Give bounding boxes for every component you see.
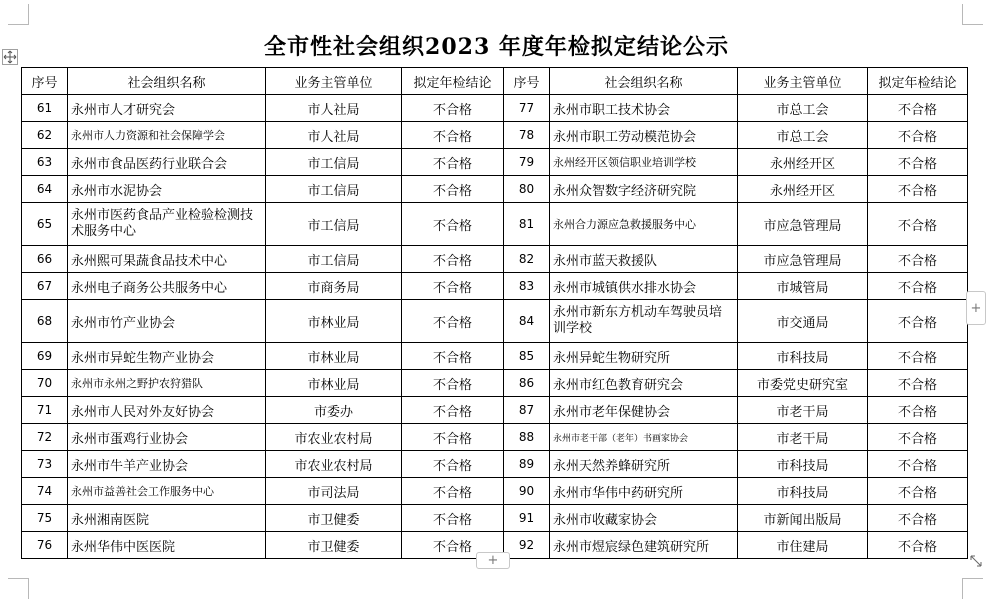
cell-no[interactable]: 66 (22, 246, 68, 273)
cell-name[interactable]: 永州市蛋鸡行业协会 (68, 424, 266, 451)
cell-no[interactable]: 91 (504, 505, 550, 532)
table-row (22, 122, 968, 149)
table-row (22, 95, 968, 122)
table-header-row (22, 68, 968, 95)
cell-name[interactable]: 永州市食品医药行业联合会 (68, 149, 266, 176)
cell-name[interactable]: 永州湘南医院 (68, 505, 266, 532)
cell-no[interactable]: 74 (22, 478, 68, 505)
cell-result[interactable]: 不合格 (402, 176, 504, 203)
cell-unit[interactable]: 市司法局 (266, 478, 402, 505)
cell-no[interactable]: 83 (504, 273, 550, 300)
cell-result[interactable]: 不合格 (868, 176, 968, 203)
cell-unit[interactable]: 市住建局 (738, 532, 868, 559)
cell-unit[interactable]: 市林业局 (266, 343, 402, 370)
results-table (21, 67, 968, 559)
cell-unit[interactable]: 市委党史研究室 (738, 370, 868, 397)
cell-unit[interactable]: 永州经开区 (738, 176, 868, 203)
cell-no[interactable]: 80 (504, 176, 550, 203)
cell-unit[interactable]: 市工信局 (266, 149, 402, 176)
cell-result[interactable]: 不合格 (868, 397, 968, 424)
cell-no[interactable]: 70 (22, 370, 68, 397)
cell-no[interactable]: 79 (504, 149, 550, 176)
table-row (22, 203, 968, 246)
cell-name[interactable]: 永州市老干部（老年）书画家协会 (550, 424, 738, 451)
header-no: 序号 (504, 68, 550, 95)
cell-no[interactable]: 71 (22, 397, 68, 424)
cell-unit[interactable]: 市应急管理局 (738, 203, 868, 246)
table-row (22, 451, 968, 478)
header-unit: 业务主管单位 (738, 68, 868, 95)
cell-result[interactable]: 不合格 (402, 300, 504, 343)
document-title: 全市性社会组织2023 年度年检拟定结论公示 (264, 34, 729, 60)
cell-name[interactable]: 永州市人民对外友好协会 (68, 397, 266, 424)
cell-name[interactable]: 永州电子商务公共服务中心 (68, 273, 266, 300)
cell-no[interactable]: 67 (22, 273, 68, 300)
add-column-button[interactable] (966, 291, 986, 325)
table-row (22, 273, 968, 300)
cell-result[interactable]: 不合格 (402, 478, 504, 505)
table-resize-handle[interactable] (968, 553, 984, 569)
table-row (22, 505, 968, 532)
cell-name[interactable]: 永州市城镇供水排水协会 (550, 273, 738, 300)
cell-result[interactable]: 不合格 (868, 532, 968, 559)
cell-no[interactable]: 89 (504, 451, 550, 478)
cell-result[interactable]: 不合格 (402, 149, 504, 176)
add-row-button[interactable] (476, 552, 510, 569)
cell-no[interactable]: 75 (22, 505, 68, 532)
cell-unit[interactable]: 市城管局 (738, 273, 868, 300)
cell-result[interactable]: 不合格 (868, 300, 968, 343)
cell-unit[interactable]: 市委办 (266, 397, 402, 424)
cell-unit[interactable]: 永州经开区 (738, 149, 868, 176)
cell-result[interactable]: 不合格 (868, 343, 968, 370)
cell-no[interactable]: 82 (504, 246, 550, 273)
cell-result[interactable]: 不合格 (868, 505, 968, 532)
cell-name[interactable]: 永州市收藏家协会 (550, 505, 738, 532)
cell-unit[interactable]: 市卫健委 (266, 532, 402, 559)
cell-no[interactable]: 84 (504, 300, 550, 343)
cell-no[interactable]: 81 (504, 203, 550, 246)
table-row (22, 300, 968, 343)
page-corner-bottom-left (8, 578, 29, 599)
cell-result[interactable]: 不合格 (868, 246, 968, 273)
cell-name[interactable]: 永州市竹产业协会 (68, 300, 266, 343)
cell-name[interactable]: 永州合力源应急救援服务中心 (550, 203, 738, 246)
cell-result[interactable]: 不合格 (868, 273, 968, 300)
table-row (22, 246, 968, 273)
cell-unit[interactable]: 市新闻出版局 (738, 505, 868, 532)
cell-result[interactable]: 不合格 (402, 505, 504, 532)
cell-no[interactable]: 92 (504, 532, 550, 559)
cell-no[interactable]: 68 (22, 300, 68, 343)
cell-name[interactable]: 永州市人力资源和社会保障学会 (68, 122, 266, 149)
cell-no[interactable]: 77 (504, 95, 550, 122)
cell-no[interactable]: 65 (22, 203, 68, 246)
header-no: 序号 (22, 68, 68, 95)
cell-no[interactable]: 61 (22, 95, 68, 122)
cell-name[interactable]: 永州市红色教育研究会 (550, 370, 738, 397)
page-corner-top-right (962, 4, 983, 25)
header-name: 社会组织名称 (550, 68, 738, 95)
cell-no[interactable]: 88 (504, 424, 550, 451)
plus-icon: + (487, 553, 499, 568)
cell-name[interactable]: 永州市医药食品产业检验检测技术服务中心 (68, 203, 266, 246)
header-name: 社会组织名称 (68, 68, 266, 95)
cell-result[interactable]: 不合格 (868, 203, 968, 246)
cell-no[interactable]: 62 (22, 122, 68, 149)
cell-no[interactable]: 72 (22, 424, 68, 451)
cell-name[interactable]: 永州市煜宸绿色建筑研究所 (550, 532, 738, 559)
cell-name[interactable]: 永州市老年保健协会 (550, 397, 738, 424)
cell-result[interactable]: 不合格 (868, 95, 968, 122)
cell-no[interactable]: 86 (504, 370, 550, 397)
cell-unit[interactable]: 市人社局 (266, 95, 402, 122)
cell-unit[interactable]: 市老干局 (738, 397, 868, 424)
cell-no[interactable]: 85 (504, 343, 550, 370)
cell-unit[interactable]: 市总工会 (738, 122, 868, 149)
cell-unit[interactable]: 市商务局 (266, 273, 402, 300)
cell-unit[interactable]: 市工信局 (266, 176, 402, 203)
cell-name[interactable]: 永州华伟中医医院 (68, 532, 266, 559)
table-row (22, 424, 968, 451)
cell-no[interactable]: 64 (22, 176, 68, 203)
cell-result[interactable]: 不合格 (868, 451, 968, 478)
cell-name[interactable]: 永州市永州之野护农狩猎队 (68, 370, 266, 397)
cell-result[interactable]: 不合格 (402, 370, 504, 397)
cell-result[interactable]: 不合格 (402, 451, 504, 478)
cell-result[interactable]: 不合格 (402, 424, 504, 451)
cell-result[interactable]: 不合格 (868, 149, 968, 176)
cell-name[interactable]: 永州市异蛇生物产业协会 (68, 343, 266, 370)
table-row (22, 397, 968, 424)
cell-name[interactable]: 永州经开区领信职业培训学校 (550, 149, 738, 176)
cell-unit[interactable]: 市农业农村局 (266, 451, 402, 478)
page-corner-top-left (8, 4, 29, 25)
header-unit: 业务主管单位 (266, 68, 402, 95)
cell-result[interactable]: 不合格 (402, 203, 504, 246)
cell-result[interactable]: 不合格 (868, 424, 968, 451)
cell-name[interactable]: 永州市水泥协会 (68, 176, 266, 203)
cell-unit[interactable]: 市总工会 (738, 95, 868, 122)
cell-name[interactable]: 永州市职工劳动模范协会 (550, 122, 738, 149)
header-result: 拟定年检结论 (868, 68, 968, 95)
cell-name[interactable]: 永州市华伟中药研究所 (550, 478, 738, 505)
cell-result[interactable]: 不合格 (868, 370, 968, 397)
cell-result[interactable]: 不合格 (868, 478, 968, 505)
cell-unit[interactable]: 市林业局 (266, 370, 402, 397)
cell-no[interactable]: 87 (504, 397, 550, 424)
cell-unit[interactable]: 市应急管理局 (738, 246, 868, 273)
cell-result[interactable]: 不合格 (402, 122, 504, 149)
cell-no[interactable]: 73 (22, 451, 68, 478)
cell-no[interactable]: 63 (22, 149, 68, 176)
cell-name[interactable]: 永州异蛇生物研究所 (550, 343, 738, 370)
cell-unit[interactable]: 市科技局 (738, 478, 868, 505)
cell-no[interactable]: 76 (22, 532, 68, 559)
cell-unit[interactable]: 市林业局 (266, 300, 402, 343)
cell-unit[interactable]: 市老干局 (738, 424, 868, 451)
plus-icon: + (970, 300, 982, 316)
cell-name[interactable]: 永州市益善社会工作服务中心 (68, 478, 266, 505)
cell-unit[interactable]: 市卫健委 (266, 505, 402, 532)
cell-result[interactable]: 不合格 (402, 343, 504, 370)
cell-unit[interactable]: 市科技局 (738, 451, 868, 478)
cell-result[interactable]: 不合格 (402, 273, 504, 300)
cell-name[interactable]: 永州熙可果蔬食品技术中心 (68, 246, 266, 273)
resize-arrow-icon (968, 553, 984, 569)
cell-result[interactable]: 不合格 (868, 122, 968, 149)
move-arrows-icon (3, 50, 17, 64)
table-row (22, 176, 968, 203)
table-row (22, 370, 968, 397)
cell-result[interactable]: 不合格 (402, 246, 504, 273)
cell-no[interactable]: 90 (504, 478, 550, 505)
cell-name[interactable]: 永州市新东方机动车驾驶员培训学校 (550, 300, 738, 343)
cell-name[interactable]: 永州市职工技术协会 (550, 95, 738, 122)
cell-unit[interactable]: 市交通局 (738, 300, 868, 343)
cell-unit[interactable]: 市工信局 (266, 203, 402, 246)
cell-unit[interactable]: 市工信局 (266, 246, 402, 273)
cell-result[interactable]: 不合格 (402, 95, 504, 122)
cell-result[interactable]: 不合格 (402, 532, 504, 559)
page-corner-bottom-right (962, 578, 983, 599)
cell-no[interactable]: 78 (504, 122, 550, 149)
table-move-handle[interactable] (2, 49, 18, 65)
cell-name[interactable]: 永州天然养蜂研究所 (550, 451, 738, 478)
cell-unit[interactable]: 市农业农村局 (266, 424, 402, 451)
cell-name[interactable]: 永州市牛羊产业协会 (68, 451, 266, 478)
cell-unit[interactable]: 市科技局 (738, 343, 868, 370)
cell-no[interactable]: 69 (22, 343, 68, 370)
table-row (22, 343, 968, 370)
cell-name[interactable]: 永州市蓝天救援队 (550, 246, 738, 273)
cell-name[interactable]: 永州市人才研究会 (68, 95, 266, 122)
header-result: 拟定年检结论 (402, 68, 504, 95)
cell-name[interactable]: 永州众智数字经济研究院 (550, 176, 738, 203)
table-row (22, 478, 968, 505)
table-row (22, 149, 968, 176)
cell-unit[interactable]: 市人社局 (266, 122, 402, 149)
cell-result[interactable]: 不合格 (402, 397, 504, 424)
